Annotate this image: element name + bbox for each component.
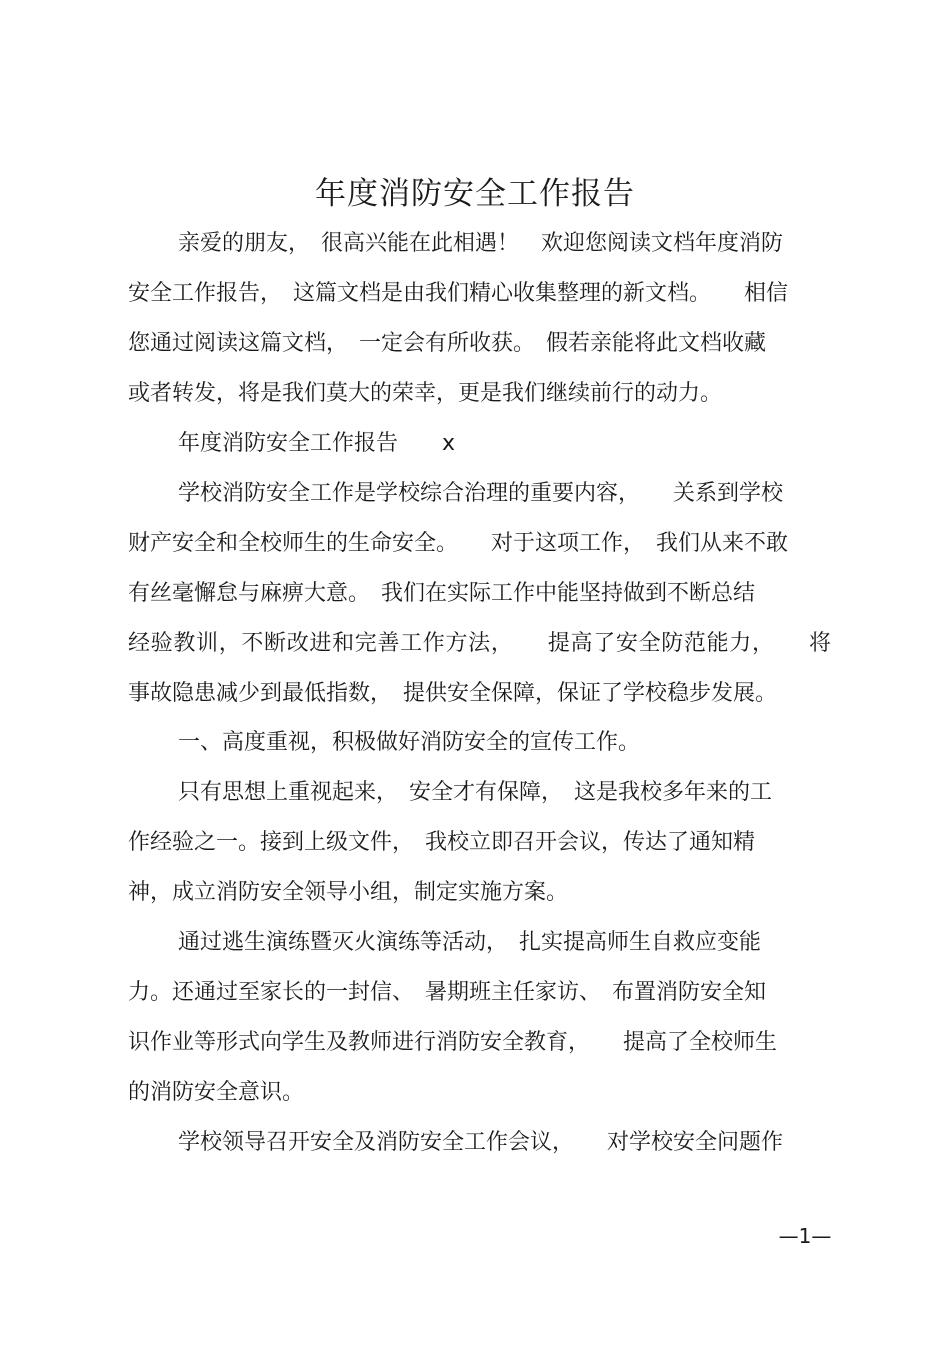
paragraph-line: 力。还通过至家长的一封信、 暑期班主任家访、 布置消防安全知 (128, 980, 767, 1005)
paragraph-line: 您通过阅读这篇文档， 一定会有所收获。 假若亲能将此文档收藏 (128, 331, 767, 356)
paragraph-line: 亲爱的朋友， 很高兴能在此相遇！ 欢迎您阅读文档年度消防 (178, 231, 784, 256)
paragraph-line: 安全工作报告， 这篇文档是由我们精心收集整理的新文档。 相信 (128, 281, 789, 306)
paragraph-line: 事故隐患减少到最低指数， 提供安全保障，保证了学校稳步发展。 (128, 681, 778, 706)
paragraph-line: 有丝毫懈怠与麻痹大意。 我们在实际工作中能坚持做到不断总结 (128, 581, 756, 606)
paragraph-line: 神，成立消防安全领导小组，制定实施方案。 (128, 880, 569, 905)
paragraph-line: 识作业等形式向学生及教师进行消防安全教育， 提高了全校师生 (128, 1030, 778, 1055)
paragraph-line: 财产安全和全校师生的生命安全。 对于这项工作， 我们从来不敢 (128, 531, 789, 556)
paragraph-line: 只有思想上重视起来， 安全才有保障， 这是我校多年来的工 (178, 780, 773, 805)
paragraph-line: 经验教训，不断改进和完善工作方法， 提高了安全防范能力， 将 (128, 631, 831, 656)
page-number: —1— (778, 1224, 832, 1248)
paragraph-line: 的消防安全意识。 (128, 1080, 305, 1105)
paragraph-line: 或者转发，将是我们莫大的荣幸，更是我们继续前行的动力。 (128, 381, 723, 406)
paragraph-line: 作经验之一。接到上级文件， 我校立即召开会议，传达了通知精 (128, 830, 756, 855)
paragraph-line: 学校消防安全工作是学校综合治理的重要内容， 关系到学校 (178, 481, 784, 506)
section-heading: 年度消防安全工作报告 x (178, 431, 456, 456)
paragraph-line: 通过逃生演练暨灭火演练等活动， 扎实提高师生自救应变能 (178, 930, 762, 955)
document-title: 年度消防安全工作报告 (315, 176, 635, 212)
paragraph-line: 学校领导召开安全及消防安全工作会议， 对学校安全问题作 (178, 1130, 784, 1155)
section-heading: 一、高度重视，积极做好消防安全的宣传工作。 (178, 730, 641, 755)
